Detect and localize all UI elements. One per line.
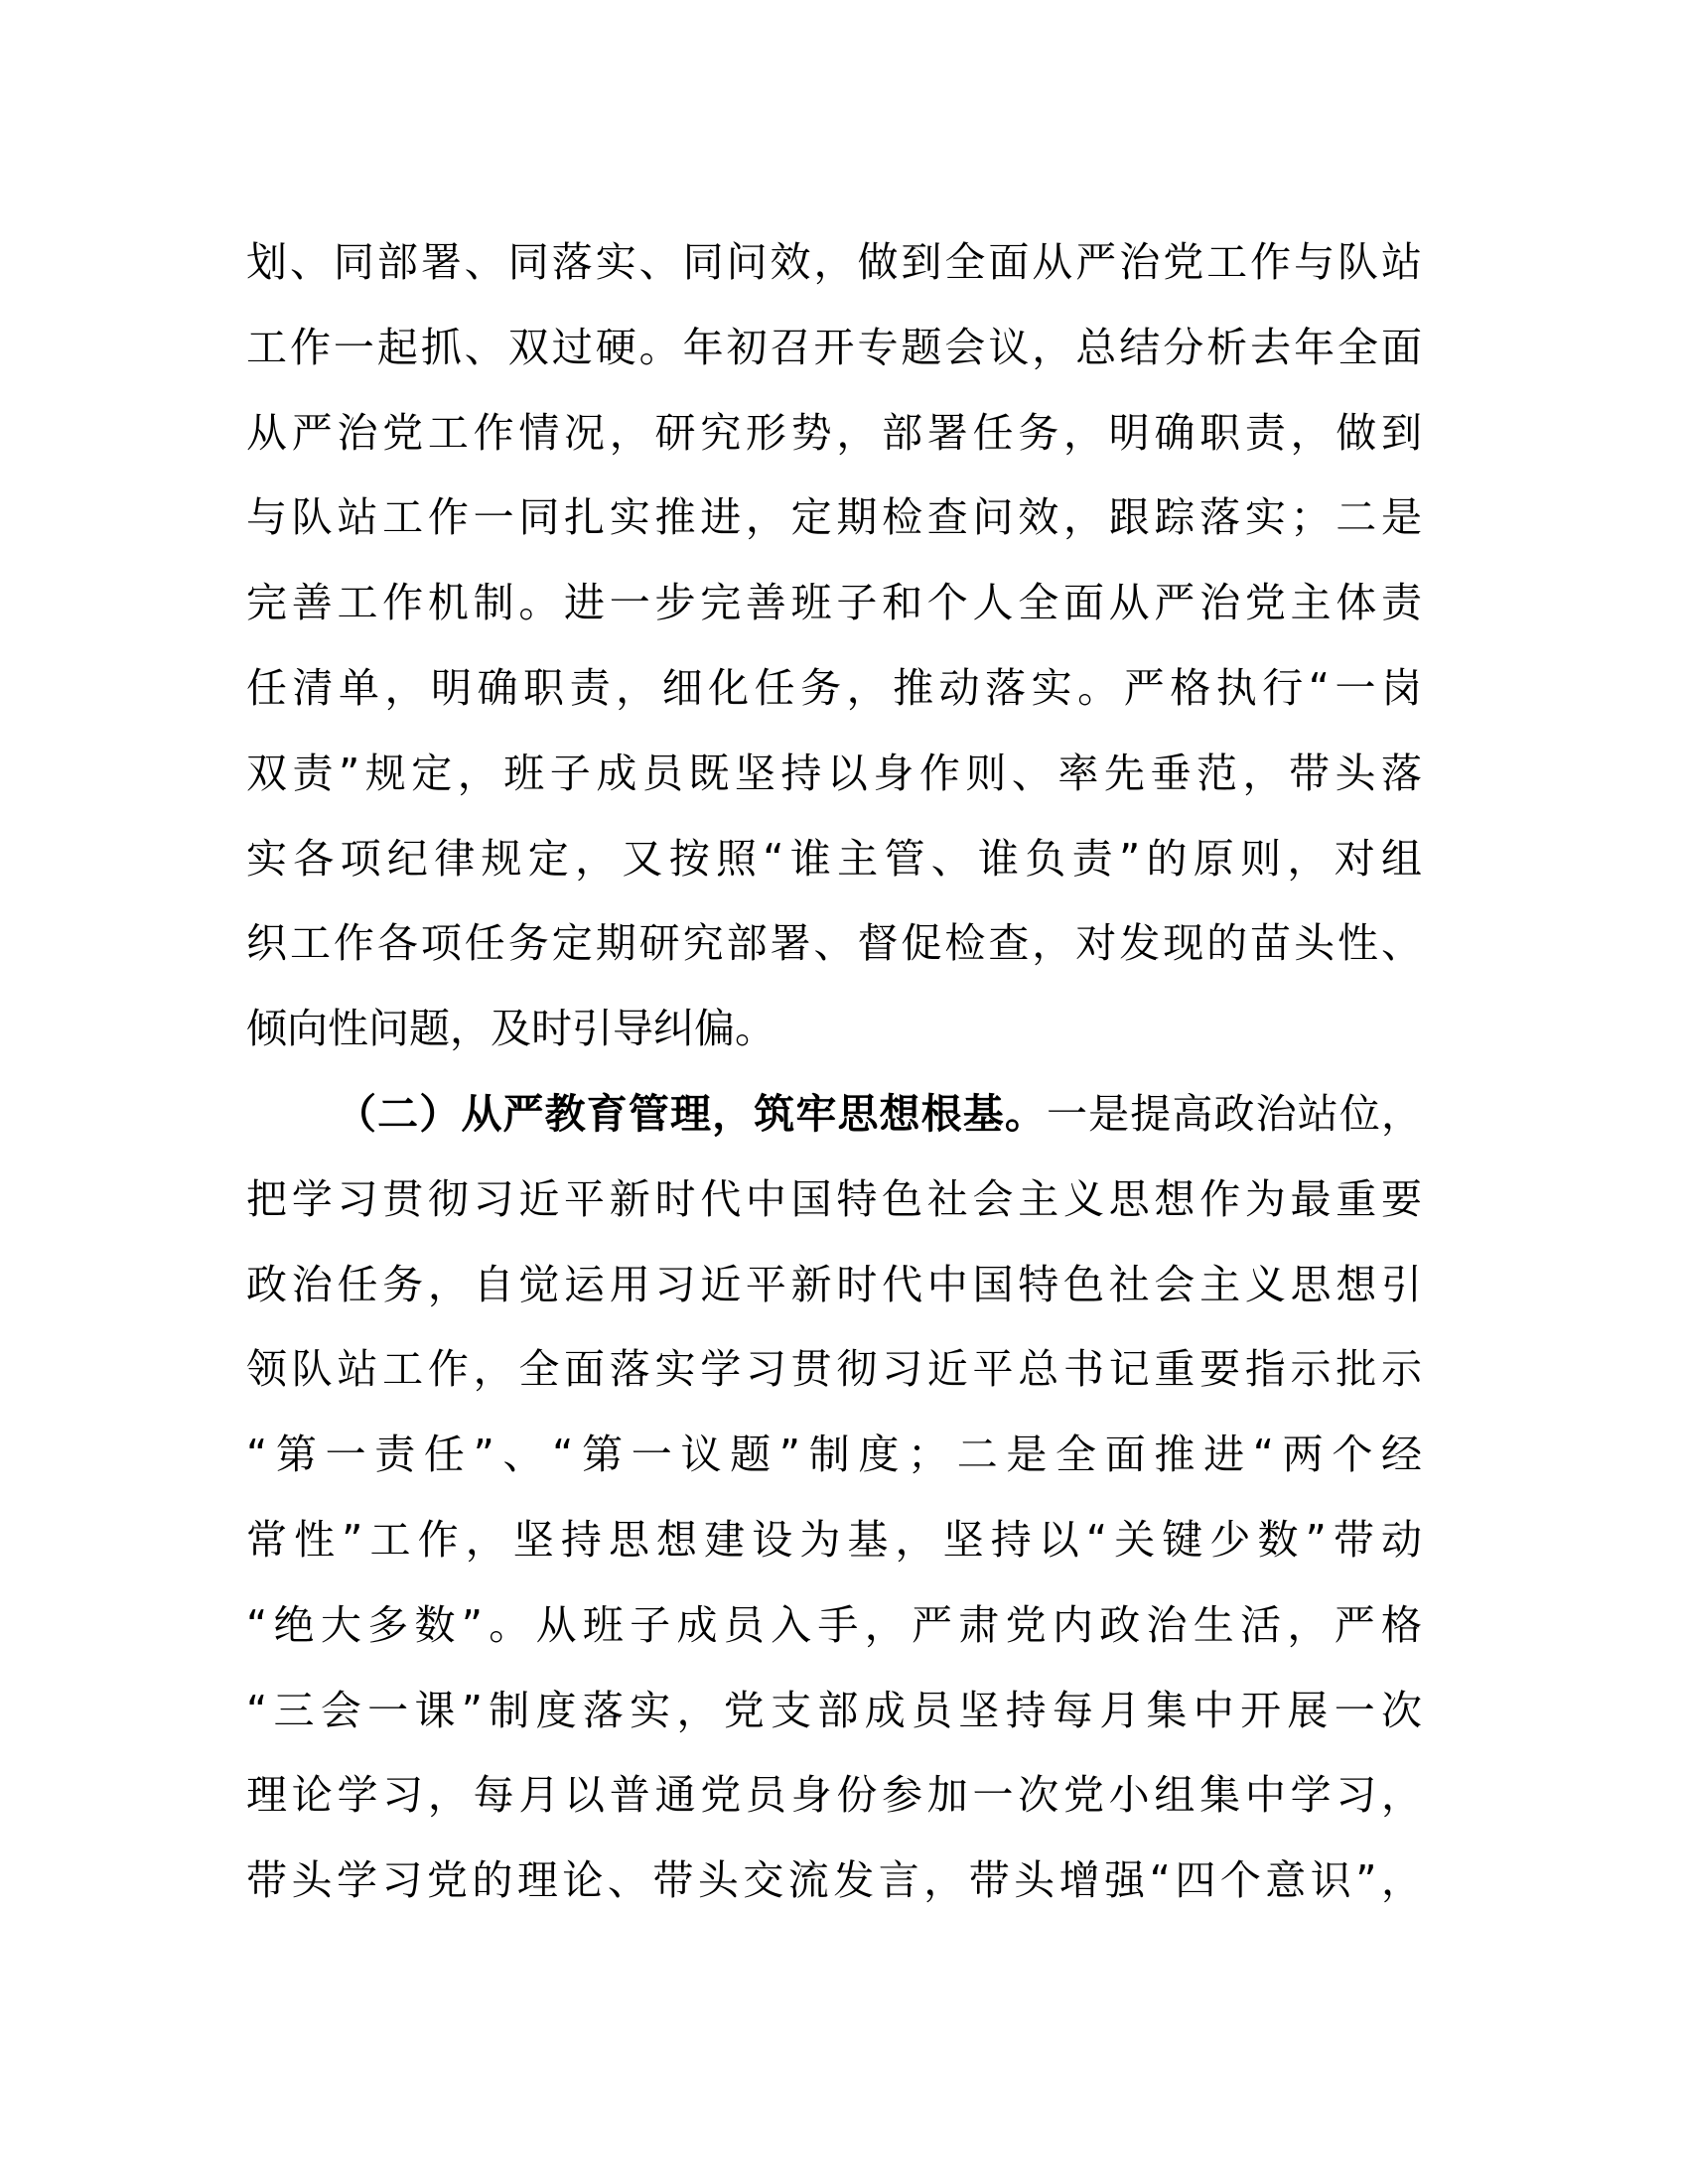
document-page <box>246 220 1422 1924</box>
body-text-line: 把学习贯彻习近平新时代中国特色社会主义思想作为最重要 <box>246 1174 1422 1223</box>
body-text-line: 织工作各项任务定期研究部署、督促检查，对发现的苗头性、 <box>246 919 1422 968</box>
body-text-line: 理论学习，每月以普通党员身份参加一次党小组集中学习， <box>246 1771 1422 1820</box>
section-heading: （二）从严教育管理，筑牢思想根基。 <box>336 1089 1048 1138</box>
body-text-line: “绝大多数”。从班子成员入手，严肃党内政治生活，严格 <box>246 1600 1422 1649</box>
body-text-line: 工作一起抓、双过硬。年初召开专题会议，总结分析去年全面 <box>246 323 1422 371</box>
body-text-line: 双责”规定，班子成员既坚持以身作则、率先垂范，带头落 <box>246 749 1422 797</box>
body-text-line: 完善工作机制。进一步完善班子和个人全面从严治党主体责 <box>246 579 1422 627</box>
section-heading-line <box>246 1072 1422 1158</box>
body-text: 一是提高政治站位， <box>1047 1089 1423 1138</box>
body-text-line: 从严治党工作情况，研究形势，部署任务，明确职责，做到 <box>246 408 1422 457</box>
body-text-line: 带头学习党的理论、带头交流发言，带头增强“四个意识”， <box>246 1856 1422 1905</box>
body-text-line: “三会一课”制度落实，党支部成员坚持每月集中开展一次 <box>246 1686 1422 1734</box>
body-text-line: 实各项纪律规定，又按照“谁主管、谁负责”的原则，对组 <box>246 834 1422 883</box>
body-text-line: 领队站工作，全面落实学习贯彻习近平总书记重要指示批示 <box>246 1345 1422 1394</box>
body-text-line: 任清单，明确职责，细化任务，推动落实。严格执行“一岗 <box>246 663 1422 712</box>
body-text-line: 与队站工作一同扎实推进，定期检查问效，跟踪落实；二是 <box>246 493 1422 542</box>
body-text-line: 政治任务，自觉运用习近平新时代中国特色社会主义思想引 <box>246 1260 1422 1308</box>
body-text-line: 划、同部署、同落实、同问效，做到全面从严治党工作与队站 <box>246 238 1422 286</box>
body-text-line: “第一责任”、“第一议题”制度；二是全面推进“两个经 <box>246 1431 1422 1479</box>
body-text-line: 倾向性问题，及时引导纠偏。 <box>246 1005 775 1053</box>
body-text-line: 常性”工作，坚持思想建设为基，坚持以“关键少数”带动 <box>246 1515 1422 1564</box>
